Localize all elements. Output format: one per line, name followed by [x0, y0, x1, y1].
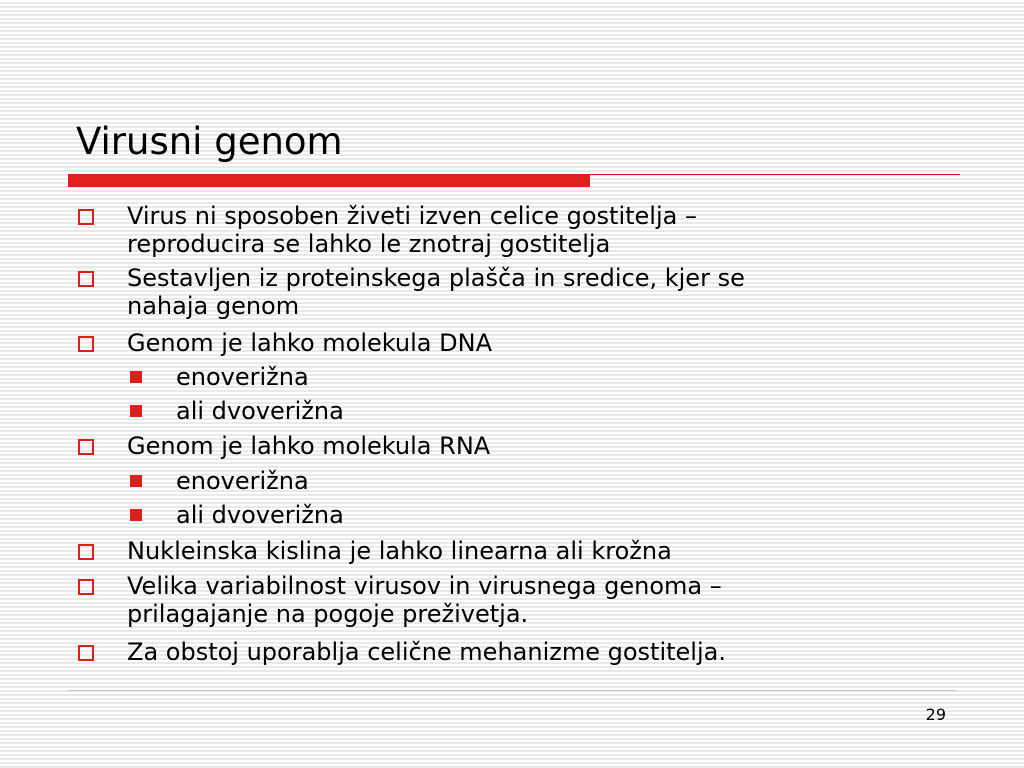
- filled-square-bullet-icon: [130, 509, 142, 521]
- hollow-square-bullet-icon: [78, 645, 94, 661]
- sub-list-item-text: enoverižna: [176, 467, 309, 495]
- hollow-square-bullet-icon: [78, 439, 94, 455]
- slide-title: Virusni genom: [76, 120, 343, 163]
- list-item-text: Genom je lahko molekula DNA: [127, 329, 492, 357]
- list-item-text: Velika variabilnost virusov in virusnega genoma –: [127, 572, 722, 600]
- hollow-square-bullet-icon: [78, 579, 94, 595]
- footer-divider: [68, 690, 956, 691]
- sub-list-item: [130, 500, 344, 530]
- filled-square-bullet-icon: [130, 405, 142, 417]
- list-item-text: Nukleinska kislina je lahko linearna ali krožna: [127, 537, 672, 565]
- filled-square-bullet-icon: [130, 475, 142, 487]
- list-item: [78, 263, 745, 293]
- sub-list-item-text: ali dvoverižna: [176, 501, 344, 529]
- sub-list-item: [130, 362, 309, 392]
- sub-list-item: [130, 466, 309, 496]
- list-item: [78, 328, 492, 358]
- list-item-continuation: [78, 599, 528, 629]
- filled-square-bullet-icon: [130, 371, 142, 383]
- list-item-text: nahaja genom: [127, 292, 300, 320]
- list-item-continuation: [78, 291, 299, 321]
- sub-list-item-text: enoverižna: [176, 363, 309, 391]
- list-item: [78, 201, 697, 231]
- sub-list-item: [130, 396, 344, 426]
- hollow-square-bullet-icon: [78, 336, 94, 352]
- sub-list-item-text: ali dvoverižna: [176, 397, 344, 425]
- list-item-text: reproducira se lahko le znotraj gostitelja: [127, 230, 611, 258]
- list-item: [78, 571, 722, 601]
- list-item-continuation: [78, 229, 610, 259]
- hollow-square-bullet-icon: [78, 209, 94, 225]
- hollow-square-bullet-icon: [78, 271, 94, 287]
- list-item-text: Sestavljen iz proteinskega plašča in sredice, kjer se: [127, 264, 745, 292]
- list-item-text: prilagajanje na pogoje preživetja.: [127, 600, 529, 628]
- list-item: [78, 637, 726, 667]
- list-item-text: Za obstoj uporablja celične mehanizme gostitelja.: [127, 638, 726, 666]
- list-item: [78, 431, 490, 461]
- list-item-text: Genom je lahko molekula RNA: [127, 432, 491, 460]
- page-number: 29: [925, 705, 946, 724]
- list-item-text: Virus ni sposoben živeti izven celice gostitelja –: [127, 202, 697, 230]
- hollow-square-bullet-icon: [78, 544, 94, 560]
- list-item: [78, 536, 672, 566]
